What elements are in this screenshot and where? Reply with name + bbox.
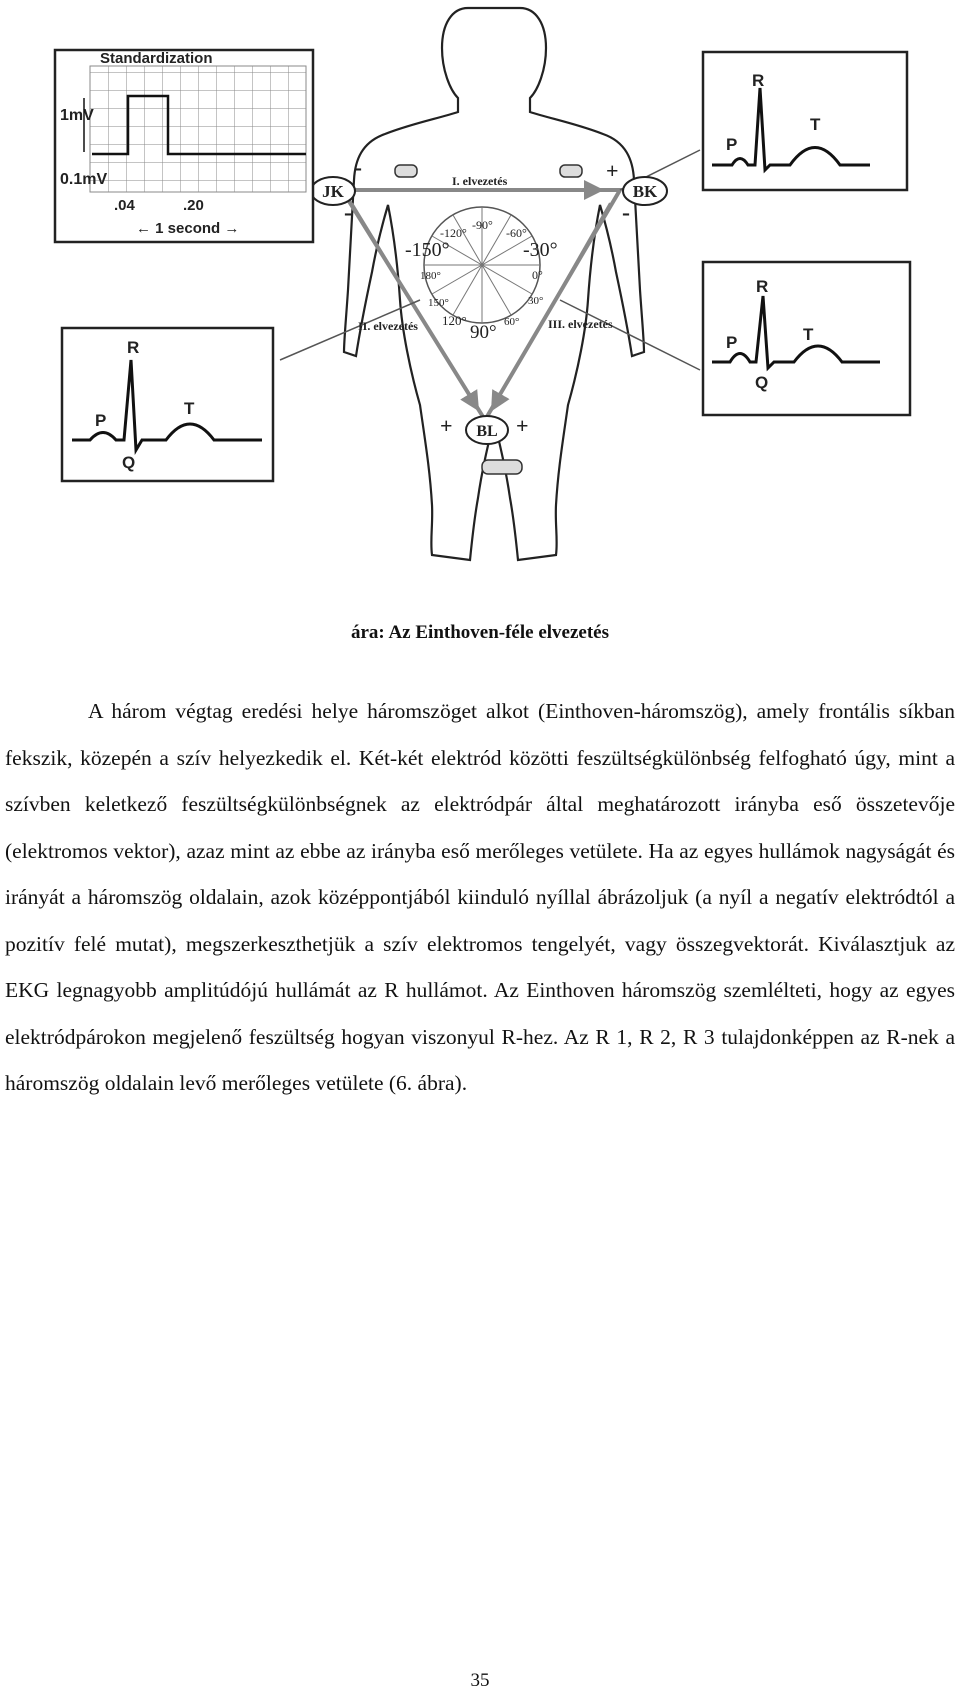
- angle-label: 60°: [504, 316, 520, 328]
- angle-label: -30°: [523, 239, 558, 261]
- standardization-panel: [55, 50, 313, 242]
- body-text: [5, 688, 955, 1107]
- lead-label-3: III. elvezetés: [548, 317, 613, 331]
- wave-label-p: P: [726, 333, 738, 352]
- wave-label-r: R: [752, 71, 765, 90]
- lead-label-1: I. elvezetés: [452, 174, 508, 188]
- angle-label: 120°: [442, 313, 467, 328]
- ecg-waveform-top-right: [703, 52, 907, 190]
- wave-label-r: R: [127, 338, 140, 357]
- electrode-bl: [466, 416, 508, 444]
- angle-label: 150°: [428, 297, 449, 309]
- tick-label-04: .04: [114, 197, 135, 214]
- minus-sign: -: [344, 200, 352, 226]
- angle-label: -90°: [472, 218, 493, 232]
- plus-sign: +: [516, 413, 529, 438]
- wave-label-t: T: [810, 115, 821, 134]
- electrode-band-left: [560, 165, 582, 177]
- wave-label-p: P: [95, 411, 107, 430]
- ecg-waveform-right: [703, 262, 910, 415]
- label-01mv: 0.1mV: [60, 171, 108, 188]
- angle-label: -150°: [405, 239, 450, 261]
- figure-caption: ára: Az Einthoven-féle elvezetés: [351, 622, 609, 643]
- ecg-waveform-left: [62, 328, 273, 481]
- einthoven-figure: [0, 0, 960, 580]
- electrode-label-jk: JK: [322, 182, 344, 201]
- minus-sign: -: [622, 200, 630, 226]
- angle-label: -60°: [506, 226, 527, 240]
- tick-label-20: .20: [183, 197, 204, 214]
- electrode-label-bl: BL: [476, 423, 498, 440]
- time-label: ← 1 second →: [136, 220, 240, 237]
- page-number: 35: [470, 1670, 490, 1691]
- einthoven-diagram: [0, 0, 960, 580]
- wave-label-p: P: [726, 135, 738, 154]
- angle-label: -120°: [440, 226, 467, 240]
- angle-label: 180°: [420, 270, 441, 282]
- angle-label: 30°: [528, 295, 544, 307]
- angle-label: 0°: [532, 268, 543, 282]
- minus-sign: -: [354, 155, 362, 181]
- standardization-title: Standardization: [100, 50, 213, 67]
- plus-sign: +: [606, 158, 619, 183]
- plus-sign: +: [440, 413, 453, 438]
- wave-label-q: Q: [755, 373, 769, 392]
- lead-label-2: II. elvezetés: [358, 319, 418, 333]
- wave-label-q: Q: [122, 453, 136, 472]
- electrode-label-bk: BK: [632, 182, 658, 201]
- electrode-band-right: [395, 165, 417, 177]
- wave-label-r: R: [756, 277, 769, 296]
- wave-label-t: T: [803, 325, 814, 344]
- electrode-band-leg: [482, 460, 522, 474]
- angle-label: 90°: [470, 322, 497, 343]
- label-1mv: 1mV: [60, 107, 94, 124]
- body-paragraph: A három végtag eredési helye háromszöget alkot (Einthoven-háromszög), amely frontális síkban fekszik, közepén a szív helyezkedik el. Két-két elektród közötti feszültségkülönbség felfogható úgy, mint a szívben keletkező feszültségkülönbségnek az elektródpár által meghatározott irányba eső összetevője (elektromos vektor), azaz mint az ebbe az irányba eső merőleges vetülete. Ha az egyes hullámok nagyságát és irányát a háromszög oldalain, azok középpontjából kiinduló nyíllal ábrázoljuk (a nyíl a negatív elektródtól a pozitív felé mutat), megszerkeszthetjük a szív elektromos tengelyét, vagy összegvektorát. Kiválasztjuk az EKG legnagyobb amplitúdójú hullámát az R hullámot. Az Einthoven háromszög szemlélteti, hogy az egyes elektródpárokon megjelenő feszültség hogyan viszonyul R-hez. Az R 1, R 2, R 3 tulajdonképpen az R-nek a háromszög oldalain levő merőleges vetülete (6. ábra).: [5, 699, 955, 1095]
- wave-label-t: T: [184, 399, 195, 418]
